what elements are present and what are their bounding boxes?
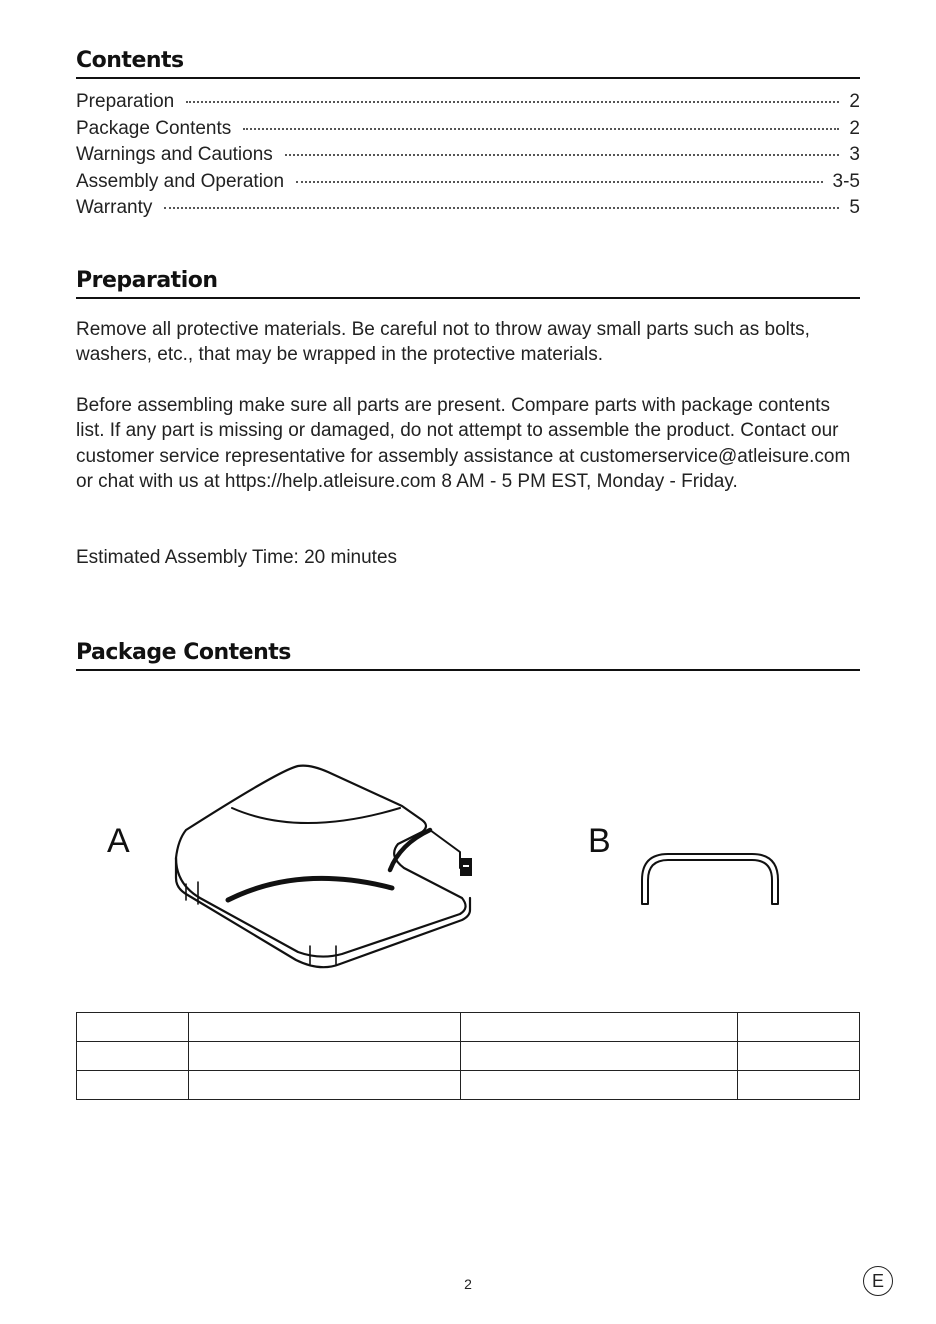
toc-entry-page: 2 xyxy=(849,91,860,112)
toc-leader-dots xyxy=(243,128,839,130)
toc-entry[interactable] xyxy=(76,144,860,171)
preparation-paragraph-protective: Remove all protective materials. Be careful not to throw away small parts such as bolts, washers, etc., that may be wrapped in the protective materials. xyxy=(76,319,810,366)
toc-leader-dots xyxy=(285,154,840,156)
u-bracket-icon xyxy=(636,846,786,908)
table-cell xyxy=(188,1013,461,1042)
table-cell xyxy=(461,1042,738,1071)
toc-entry-title: Warranty xyxy=(76,197,153,219)
table-cell xyxy=(77,1071,189,1100)
table-row xyxy=(77,1042,860,1071)
toc-leader-dots xyxy=(296,181,822,183)
table-cell xyxy=(738,1013,860,1042)
table-cell xyxy=(461,1013,738,1042)
table-cell xyxy=(188,1071,461,1100)
toc-entry[interactable] xyxy=(76,197,860,224)
table-cell xyxy=(461,1071,738,1100)
toc-entry-page: 5 xyxy=(849,197,860,219)
language-badge: E xyxy=(863,1266,893,1296)
table-cell xyxy=(738,1071,860,1100)
toc-leader-dots xyxy=(186,101,839,103)
table-cell xyxy=(738,1042,860,1071)
table-of-contents xyxy=(76,91,860,224)
parts-list-table xyxy=(76,1012,860,1100)
toc-entry-page: 2 xyxy=(849,117,860,139)
part-b-label: B xyxy=(588,822,611,860)
package-contents-heading: Package Contents xyxy=(76,639,860,671)
table-row xyxy=(77,1071,860,1100)
cushion-icon xyxy=(160,760,480,972)
part-a-label: A xyxy=(107,822,130,860)
toc-leader-dots xyxy=(164,207,839,209)
toc-entry-title: Assembly and Operation xyxy=(76,170,285,192)
table-cell xyxy=(77,1042,189,1071)
table-row xyxy=(77,1013,860,1042)
toc-entry-page: 3-5 xyxy=(832,170,860,192)
page-number: 2 xyxy=(464,1276,472,1292)
toc-entry[interactable] xyxy=(76,118,860,145)
contents-heading: Contents xyxy=(76,47,860,79)
table-cell xyxy=(188,1042,461,1071)
estimated-assembly-time: Estimated Assembly Time: 20 minutes xyxy=(76,547,398,568)
toc-entry-title: Preparation xyxy=(76,91,175,112)
toc-entry[interactable] xyxy=(76,171,860,198)
toc-entry-page: 3 xyxy=(849,144,860,166)
toc-entry-title: Warnings and Cautions xyxy=(76,144,273,166)
table-cell xyxy=(77,1013,189,1042)
toc-entry-title: Package Contents xyxy=(76,117,232,139)
preparation-heading: Preparation xyxy=(76,267,860,299)
toc-entry[interactable] xyxy=(76,91,860,118)
preparation-paragraph-parts-check: Before assembling make sure all parts are present. Compare parts with package contents list. If any part is missing or damaged, do not attempt to assemble the product. Contact our customer service representative for assembly assistance at customerservice@atleisure.com or chat with us at https://help.atleisure.com 8 AM - 5 PM EST, Monday - Friday. xyxy=(76,395,851,493)
